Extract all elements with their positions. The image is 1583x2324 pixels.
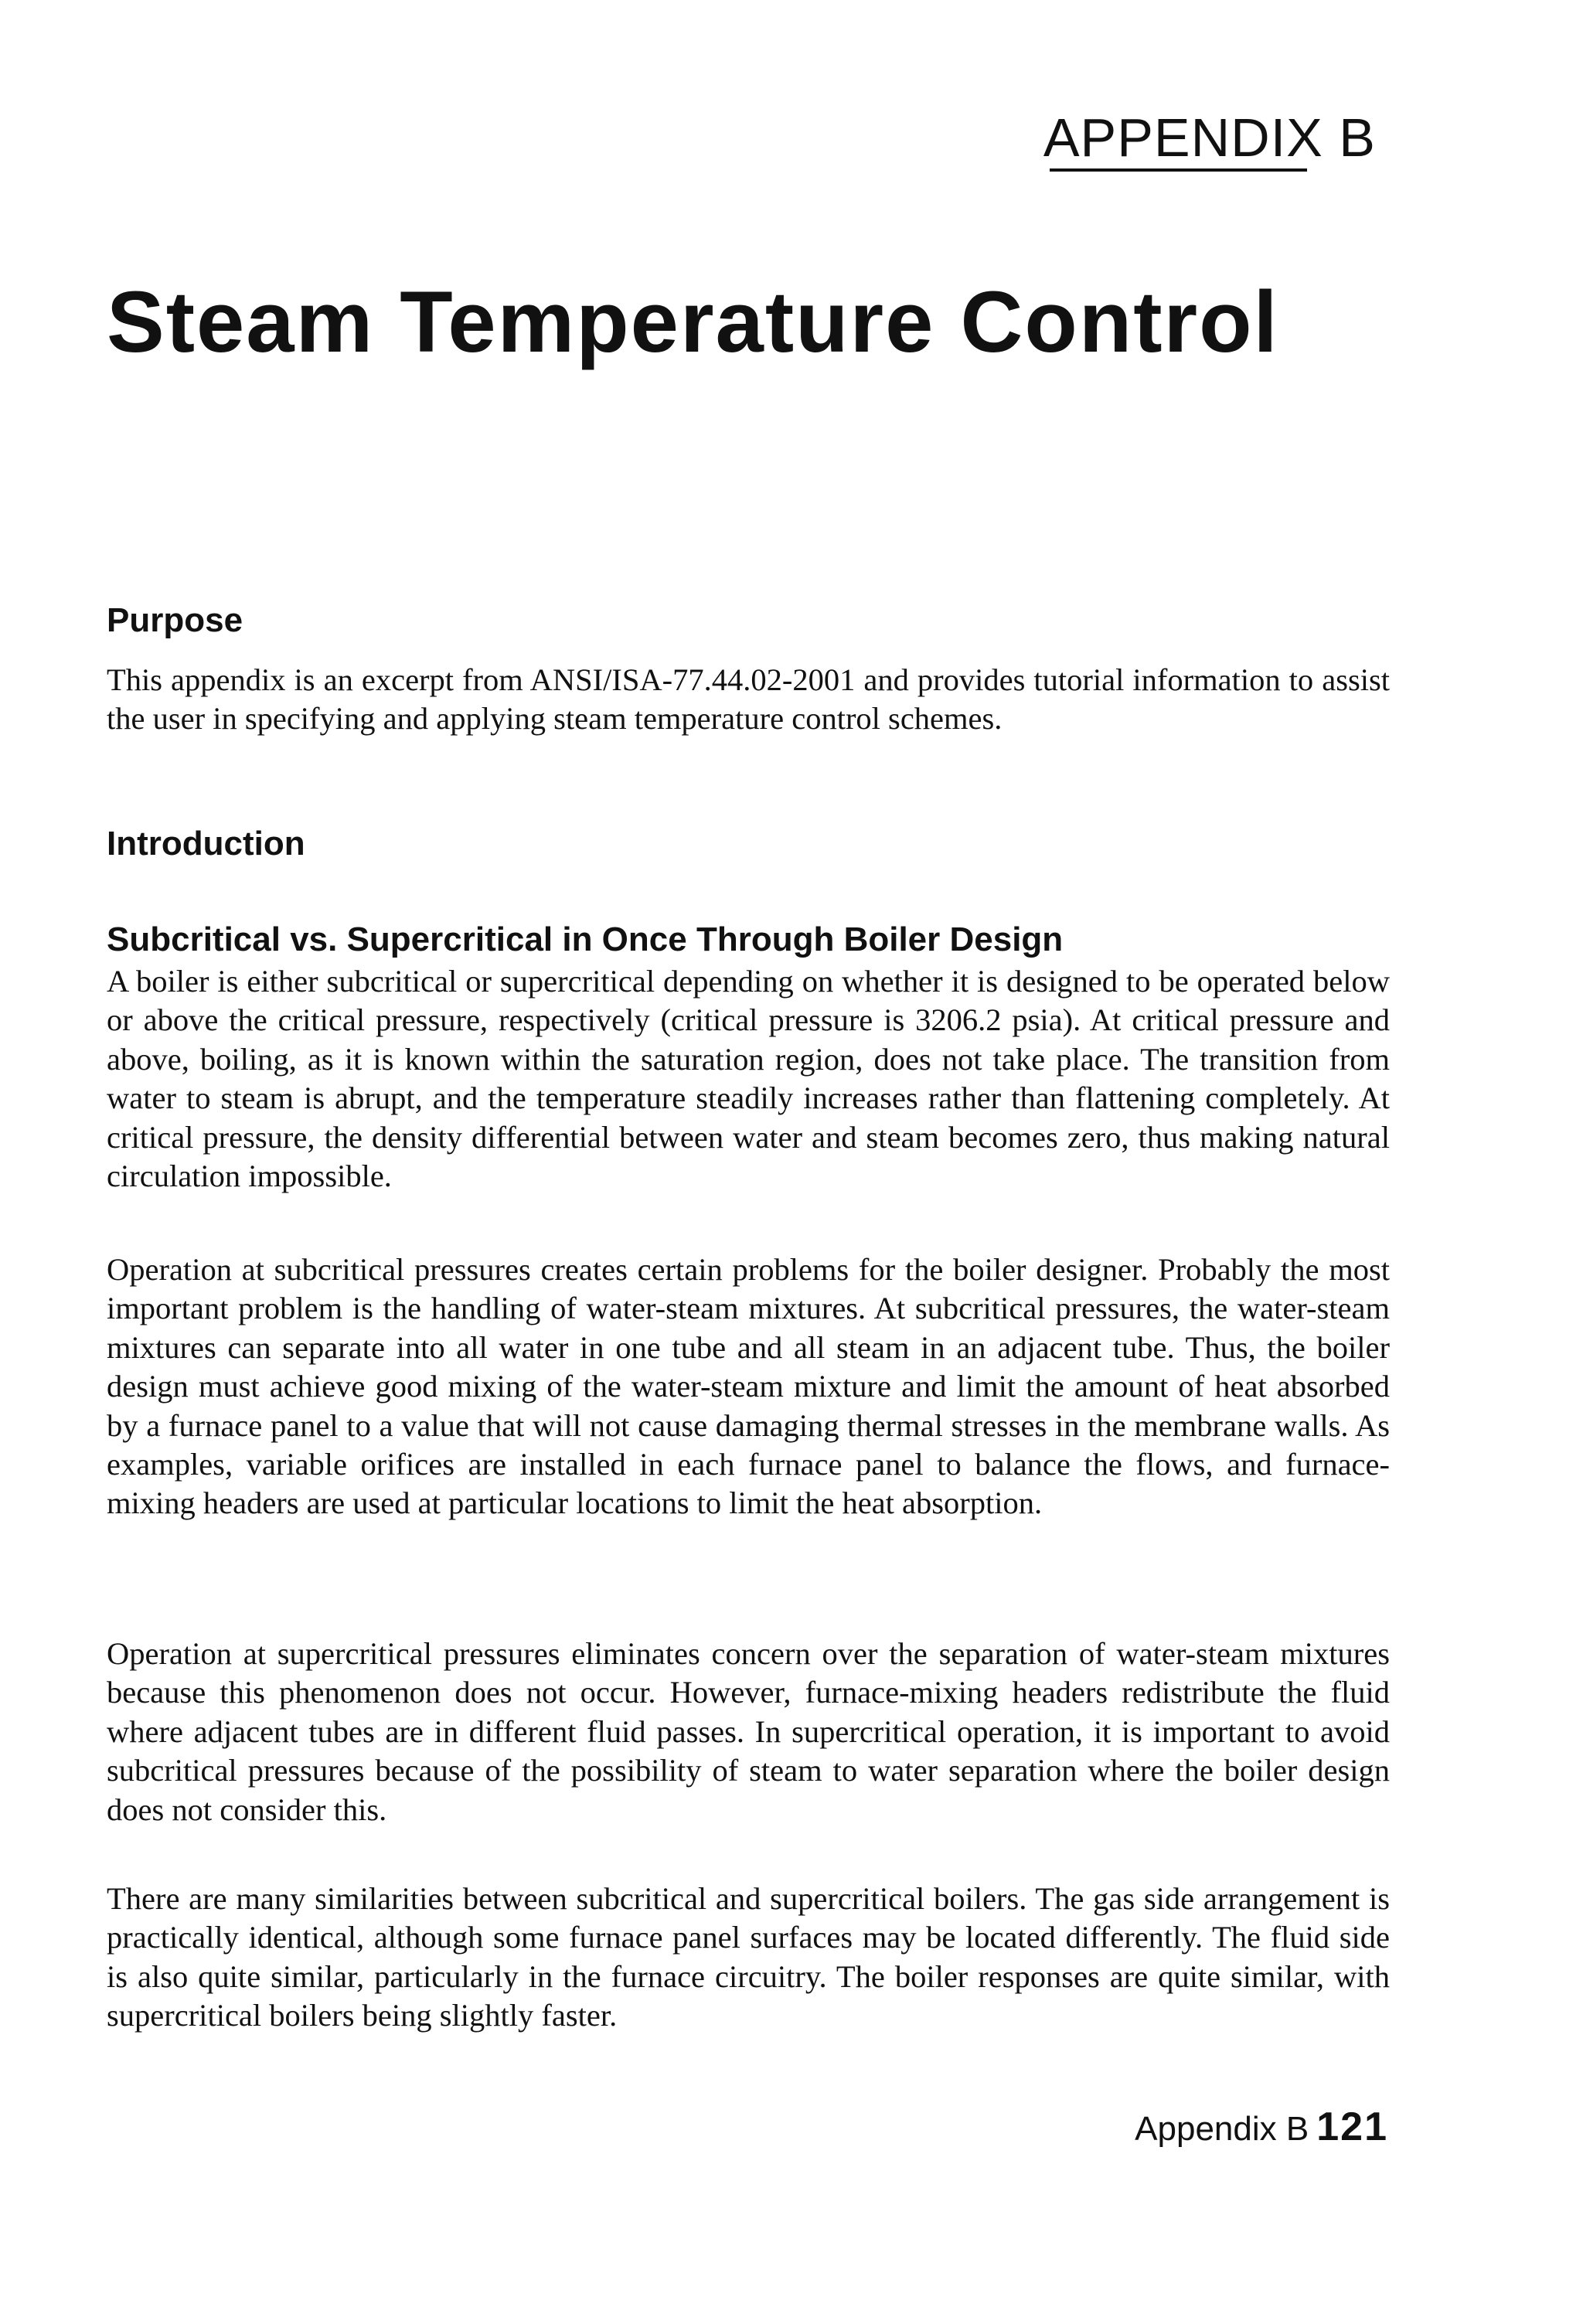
footer-label: Appendix B [1135, 2110, 1309, 2148]
page-title: Steam Temperature Control [107, 274, 1279, 370]
section-heading-introduction: Introduction [107, 825, 305, 863]
subsection-heading: Subcritical vs. Supercritical in Once Through Boiler Design [107, 920, 1064, 958]
intro-paragraph-3: Operation at supercritical pressures eliminates concern over the separation of water-steam mixtures because this phenomenon does not occur. However, furnace-mixing headers redistribute the fluid where adjacent tubes are in different fluid passes. In supercritical operation, it is important to avoid subcritical pressures because of the possibility of steam to water separation where the boiler design does not consider this. [107, 1636, 1390, 1827]
appendix-underline [1050, 168, 1307, 172]
page-number: 121 [1316, 2105, 1388, 2149]
intro-paragraph-1: A boiler is either subcritical or supercritical depending on whether it is designed to be operated below or above the critical pressure, respectively (critical pressure is 3206.2 psia). At critical pressure and above, boiling, as it is known within the saturation region, does not take place. The transition from water to steam is abrupt, and the temperature steadily increases rather than flattening completely. At critical pressure, the density differential between water and steam becomes zero, thus making natural circulation impossible. [107, 964, 1390, 1194]
intro-paragraph-4: There are many similarities between subcritical and supercritical boilers. The gas side arrangement is practically identical, although some furnace panel surfaces may be located differently. The fluid side is also quite similar, particularly in the furnace circuitry. The boiler responses are quite similar, with supercritical boilers being slightly faster. [107, 1881, 1390, 2033]
intro-paragraph-2: Operation at subcritical pressures creates certain problems for the boiler designer. Probably the most important problem is the handling of water-steam mixtures. At subcritical pressures, the water-steam mixtures can separate into all water in one tube and all steam in an adjacent tube. Thus, the boiler design must achieve good mixing of the water-steam mixture and limit the amount of heat absorbed by a furnace panel to a value that will not cause damaging thermal stresses in the membrane walls. As examples, variable orifices are installed in each furnace panel to balance the flows, and furnace-mixing headers are used at particular locations to limit the heat absorption. [107, 1252, 1390, 1521]
purpose-paragraph: This appendix is an excerpt from ANSI/ISA-77.44.02-2001 and provides tutorial information to assist the user in specifying and applying steam temperature control schemes. [107, 662, 1390, 737]
section-heading-purpose: Purpose [107, 601, 243, 639]
page-footer [1135, 2104, 1388, 2150]
appendix-label: APPENDIX B [1043, 107, 1376, 168]
